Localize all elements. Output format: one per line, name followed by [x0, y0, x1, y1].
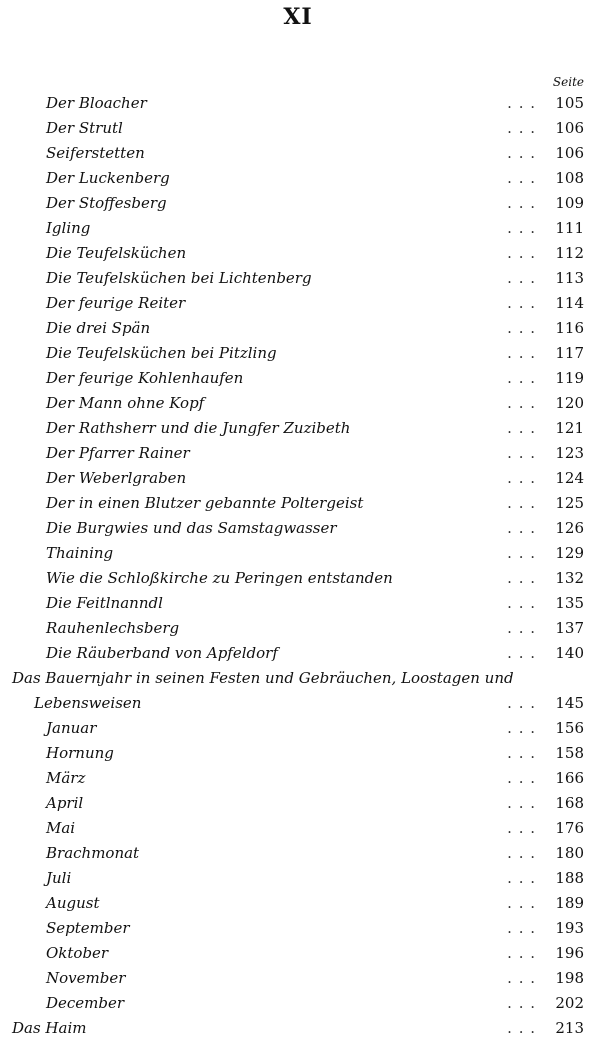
- toc-entry-title: Brachmonat: [46, 844, 140, 862]
- dot-leader: . . .: [507, 719, 536, 737]
- dot-leader: . . .: [507, 194, 536, 212]
- toc-entry[interactable]: [0, 466, 596, 491]
- dot-leader: . . .: [507, 944, 536, 962]
- toc-entry-page: 112: [555, 244, 584, 262]
- toc-entry-page: 111: [555, 219, 584, 237]
- toc-entry[interactable]: [0, 291, 596, 316]
- toc-entry[interactable]: [0, 941, 596, 966]
- toc-entry[interactable]: [0, 116, 596, 141]
- dot-leader: . . .: [507, 819, 536, 837]
- toc-entry[interactable]: [0, 416, 596, 441]
- toc-entry-title: December: [46, 994, 125, 1012]
- dot-leader: . . .: [507, 219, 536, 237]
- toc-entry-title: Der Luckenberg: [46, 169, 170, 187]
- toc-entry[interactable]: [0, 791, 596, 816]
- toc-entry-page: 121: [555, 419, 584, 437]
- dot-leader: . . .: [507, 919, 536, 937]
- toc-entry[interactable]: [0, 166, 596, 191]
- dot-leader: . . .: [507, 519, 536, 537]
- toc-entry-title: Die Teufelsküchen bei Pitzling: [46, 344, 277, 362]
- dot-leader: . . .: [507, 544, 536, 562]
- toc-entry-page: 193: [555, 919, 584, 937]
- toc-entry[interactable]: [0, 641, 596, 666]
- toc-entry-title: Juli: [46, 869, 72, 887]
- toc-entry[interactable]: [0, 666, 596, 716]
- toc-entry-title: Der in einen Blutzer gebannte Poltergeist: [46, 494, 364, 512]
- toc-entry[interactable]: [0, 566, 596, 591]
- toc-entry-page: 108: [555, 169, 584, 187]
- toc-entry-title: Seiferstetten: [46, 144, 145, 162]
- toc-entry-title: Das Haim: [12, 1019, 87, 1037]
- toc-entry[interactable]: [0, 391, 596, 416]
- toc-entry-page: 114: [555, 294, 584, 312]
- toc-entry-page: 198: [555, 969, 584, 987]
- toc-entry-page: 168: [555, 794, 584, 812]
- dot-leader: . . .: [507, 94, 536, 112]
- toc-entry[interactable]: [0, 916, 596, 941]
- toc-entry-page: 140: [555, 644, 584, 662]
- toc-entry-title: Der Stoffesberg: [46, 194, 167, 212]
- dot-leader: . . .: [507, 644, 536, 662]
- toc-entry[interactable]: [0, 266, 596, 291]
- toc-entry-title: August: [46, 894, 100, 912]
- dot-leader: . . .: [507, 694, 536, 712]
- toc-entry-title: Thaining: [46, 544, 114, 562]
- dot-leader: . . .: [507, 294, 536, 312]
- toc-entry-title: Der Strutl: [46, 119, 123, 137]
- toc-entry-page: 135: [555, 594, 584, 612]
- dot-leader: . . .: [507, 244, 536, 262]
- toc-entry-page: 125: [555, 494, 584, 512]
- toc-entry[interactable]: [0, 341, 596, 366]
- dot-leader: . . .: [507, 169, 536, 187]
- dot-leader: . . .: [507, 844, 536, 862]
- toc-entry-page: 180: [555, 844, 584, 862]
- dot-leader: . . .: [507, 869, 536, 887]
- toc-entry[interactable]: [0, 441, 596, 466]
- toc-entry[interactable]: [0, 716, 596, 741]
- toc-entry-page: 213: [555, 1019, 584, 1037]
- toc-entry[interactable]: [0, 516, 596, 541]
- toc-entry-title: Mai: [46, 819, 76, 837]
- toc-entry-title: Oktober: [46, 944, 109, 962]
- toc-entry-page: 188: [555, 869, 584, 887]
- toc-entry-page: 105: [555, 94, 584, 112]
- dot-leader: . . .: [507, 594, 536, 612]
- toc-entry-title: Der Bloacher: [46, 94, 147, 112]
- toc-entry-page: 156: [555, 719, 584, 737]
- dot-leader: . . .: [507, 894, 536, 912]
- toc-entry-title: Die Räuberband von Apfeldorf: [46, 644, 278, 662]
- dot-leader: . . .: [507, 269, 536, 287]
- toc-entry-title: Der Pfarrer Rainer: [46, 444, 190, 462]
- table-of-contents: [0, 91, 596, 1041]
- dot-leader: . . .: [507, 119, 536, 137]
- toc-entry[interactable]: [0, 491, 596, 516]
- toc-entry-page: 119: [555, 369, 584, 387]
- toc-entry-page: 176: [555, 819, 584, 837]
- toc-entry[interactable]: [0, 841, 596, 866]
- toc-entry-page: 158: [555, 744, 584, 762]
- toc-entry-title: März: [46, 769, 86, 787]
- dot-leader: . . .: [507, 969, 536, 987]
- toc-entry[interactable]: [0, 541, 596, 566]
- toc-entry-page: 123: [555, 444, 584, 462]
- toc-entry-page: 132: [555, 569, 584, 587]
- toc-entry[interactable]: [0, 1016, 596, 1041]
- toc-entry[interactable]: [0, 316, 596, 341]
- dot-leader: . . .: [507, 994, 536, 1012]
- dot-leader: . . .: [507, 619, 536, 637]
- toc-entry-page: 145: [555, 694, 584, 712]
- toc-entry[interactable]: [0, 891, 596, 916]
- toc-entry-title: Der Rathsherr und die Jungfer Zuzibeth: [46, 419, 351, 437]
- toc-entry-title: September: [46, 919, 130, 937]
- toc-entry-page: 124: [555, 469, 584, 487]
- toc-entry[interactable]: [0, 591, 596, 616]
- dot-leader: . . .: [507, 469, 536, 487]
- toc-entry-title: Das Bauernjahr in seinen Festen und Gebräuchen, Loostagen und: [12, 669, 514, 687]
- toc-entry-title: Januar: [46, 719, 97, 737]
- toc-entry[interactable]: [0, 766, 596, 791]
- toc-entry[interactable]: [0, 741, 596, 766]
- toc-entry[interactable]: [0, 191, 596, 216]
- page-number: XI: [283, 4, 313, 30]
- toc-entry-title: Der feurige Kohlenhaufen: [46, 369, 244, 387]
- dot-leader: . . .: [507, 1019, 536, 1037]
- toc-entry[interactable]: [0, 91, 596, 116]
- dot-leader: . . .: [507, 769, 536, 787]
- toc-entry[interactable]: [0, 141, 596, 166]
- dot-leader: . . .: [507, 744, 536, 762]
- dot-leader: . . .: [507, 344, 536, 362]
- toc-entry-title: Wie die Schloßkirche zu Peringen entstanden: [46, 569, 393, 587]
- toc-entry-title: Die drei Spän: [46, 319, 151, 337]
- toc-entry-title: Rauhenlechsberg: [46, 619, 180, 637]
- toc-entry[interactable]: [0, 991, 596, 1016]
- toc-entry[interactable]: [0, 866, 596, 891]
- toc-entry-page: 202: [555, 994, 584, 1012]
- toc-entry-page: 137: [555, 619, 584, 637]
- toc-entry-title: Hornung: [46, 744, 114, 762]
- toc-entry-page: 126: [555, 519, 584, 537]
- toc-entry[interactable]: [0, 966, 596, 991]
- toc-entry-page: 116: [555, 319, 584, 337]
- toc-entry-page: 166: [555, 769, 584, 787]
- dot-leader: . . .: [507, 494, 536, 512]
- toc-entry-title-continued: Lebensweisen: [34, 694, 142, 712]
- toc-entry-page: 109: [555, 194, 584, 212]
- toc-entry-page: 106: [555, 144, 584, 162]
- dot-leader: . . .: [507, 419, 536, 437]
- toc-entry-page: 113: [555, 269, 584, 287]
- toc-entry[interactable]: [0, 216, 596, 241]
- toc-entry-page: 129: [555, 544, 584, 562]
- toc-entry-page: 120: [555, 394, 584, 412]
- toc-entry-title: Die Burgwies und das Samstagwasser: [46, 519, 337, 537]
- toc-entry-page: 189: [555, 894, 584, 912]
- toc-entry-page: 106: [555, 119, 584, 137]
- page-column-label: Seite: [552, 75, 584, 89]
- toc-entry[interactable]: [0, 616, 596, 641]
- dot-leader: . . .: [507, 794, 536, 812]
- toc-entry-title: Die Teufelsküchen bei Lichtenberg: [46, 269, 312, 287]
- toc-entry-title: Der Weberlgraben: [46, 469, 187, 487]
- toc-entry-page: 196: [555, 944, 584, 962]
- dot-leader: . . .: [507, 369, 536, 387]
- toc-entry-title: Der feurige Reiter: [46, 294, 186, 312]
- toc-entry[interactable]: [0, 241, 596, 266]
- toc-entry[interactable]: [0, 366, 596, 391]
- toc-entry[interactable]: [0, 816, 596, 841]
- toc-entry-title: April: [46, 794, 84, 812]
- dot-leader: . . .: [507, 144, 536, 162]
- dot-leader: . . .: [507, 394, 536, 412]
- dot-leader: . . .: [507, 444, 536, 462]
- toc-entry-title: Die Feitlnanndl: [46, 594, 163, 612]
- toc-entry-title: Igling: [46, 219, 91, 237]
- toc-entry-title: November: [46, 969, 126, 987]
- toc-entry-title: Die Teufelsküchen: [46, 244, 187, 262]
- dot-leader: . . .: [507, 319, 536, 337]
- toc-entry-title: Der Mann ohne Kopf: [46, 394, 205, 412]
- dot-leader: . . .: [507, 569, 536, 587]
- toc-entry-page: 117: [555, 344, 584, 362]
